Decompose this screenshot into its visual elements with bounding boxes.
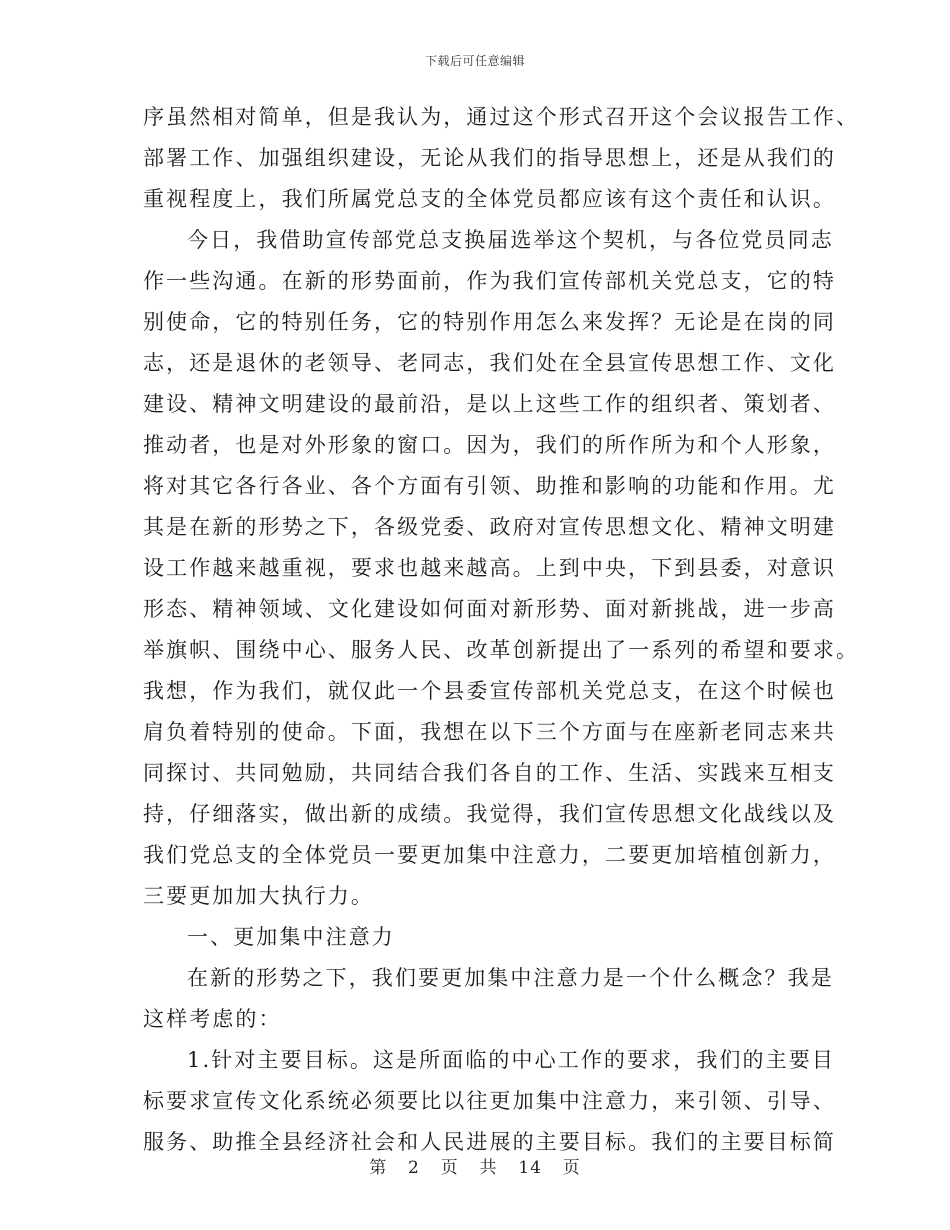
paragraph-line: 形态、精神领域、文化建设如何面对新形势、面对新挑战，进一步高 — [143, 597, 836, 621]
paragraph-line: 设工作越来越重视，要求也越来越高。上到中央，下到县委，对意识 — [143, 556, 836, 580]
paragraph-line: 标要求宣传文化系统必须要比以往更加集中注意力，来引领、引导、 — [143, 1089, 836, 1113]
paragraph-line: 三要更加加大执行力。 — [143, 884, 374, 908]
paragraph-line: 别使命，它的特别任务，它的特别作用怎么来发挥？无论是在岗的同 — [143, 310, 836, 334]
paragraph-line: 推动者，也是对外形象的窗口。因为，我们的所作所为和个人形象， — [143, 433, 836, 457]
total-label-word: 共 — [479, 1158, 498, 1178]
page-label-word: 页 — [440, 1158, 459, 1178]
page-label-suffix: 页 — [562, 1158, 581, 1178]
total-page-count: 14 — [518, 1158, 542, 1178]
paragraph-line: 部署工作、加强组织建设，无论从我们的指导思想上，还是从我们的 — [143, 146, 836, 170]
paragraph-line: 重视程度上，我们所属党总支的全体党员都应该有这个责任和认识。 — [143, 187, 836, 211]
paragraph-line: 其是在新的形势之下，各级党委、政府对宣传思想文化、精神文明建 — [143, 515, 836, 539]
current-page-number: 2 — [408, 1158, 420, 1178]
paragraph-line: 将对其它各行各业、各个方面有引领、助推和影响的功能和作用。尤 — [143, 474, 836, 498]
paragraph-line: 志，还是退休的老领导、老同志，我们处在全县宣传思想工作、文化 — [143, 351, 836, 375]
paragraph-line: 今日，我借助宣传部党总支换届选举这个契机，与各位党员同志 — [187, 228, 834, 252]
page-footer — [0, 1153, 950, 1178]
paragraph-line: 服务、助推全县经济社会和人民进展的主要目标。我们的主要目标简 — [143, 1130, 836, 1154]
paragraph-line: 这样考虑的： — [143, 1007, 282, 1031]
paragraph-line: 建设、精神文明建设的最前沿，是以上这些工作的组织者、策划者、 — [143, 392, 836, 416]
paragraph-line: 同探讨、共同勉励，共同结合我们各自的工作、生活、实践来互相支 — [143, 761, 836, 785]
paragraph-line: 举旗帜、围绕中心、服务人民、改革创新提出了一系列的希望和要求。 — [143, 638, 860, 662]
paragraph-line: 我想，作为我们，就仅此一个县委宣传部机关党总支，在这个时候也 — [143, 679, 836, 703]
paragraph-line: 作一些沟通。在新的形势面前，作为我们宣传部机关党总支，它的特 — [143, 269, 836, 293]
section-heading: 一、更加集中注意力 — [187, 925, 395, 949]
paragraph-line: 持，仔细落实，做出新的成绩。我觉得，我们宣传思想文化战线以及 — [143, 802, 836, 826]
paragraph-line: 1.针对主要目标。这是所面临的中心工作的要求，我们的主要目 — [187, 1048, 835, 1072]
paragraph-line: 肩负着特别的使命。下面，我想在以下三个方面与在座新老同志来共 — [143, 720, 836, 744]
paragraph-line: 在新的形势之下，我们要更加集中注意力是一个什么概念？我是 — [187, 966, 834, 990]
page-label-prefix: 第 — [369, 1158, 388, 1178]
document-body — [143, 97, 860, 1163]
paragraph-line: 我们党总支的全体党员一要更加集中注意力，二要更加培植创新力， — [143, 843, 836, 867]
page-header: 下载后可任意编辑 — [424, 54, 525, 68]
paragraph-line: 序虽然相对简单，但是我认为，通过这个形式召开这个会议报告工作、 — [143, 105, 860, 129]
